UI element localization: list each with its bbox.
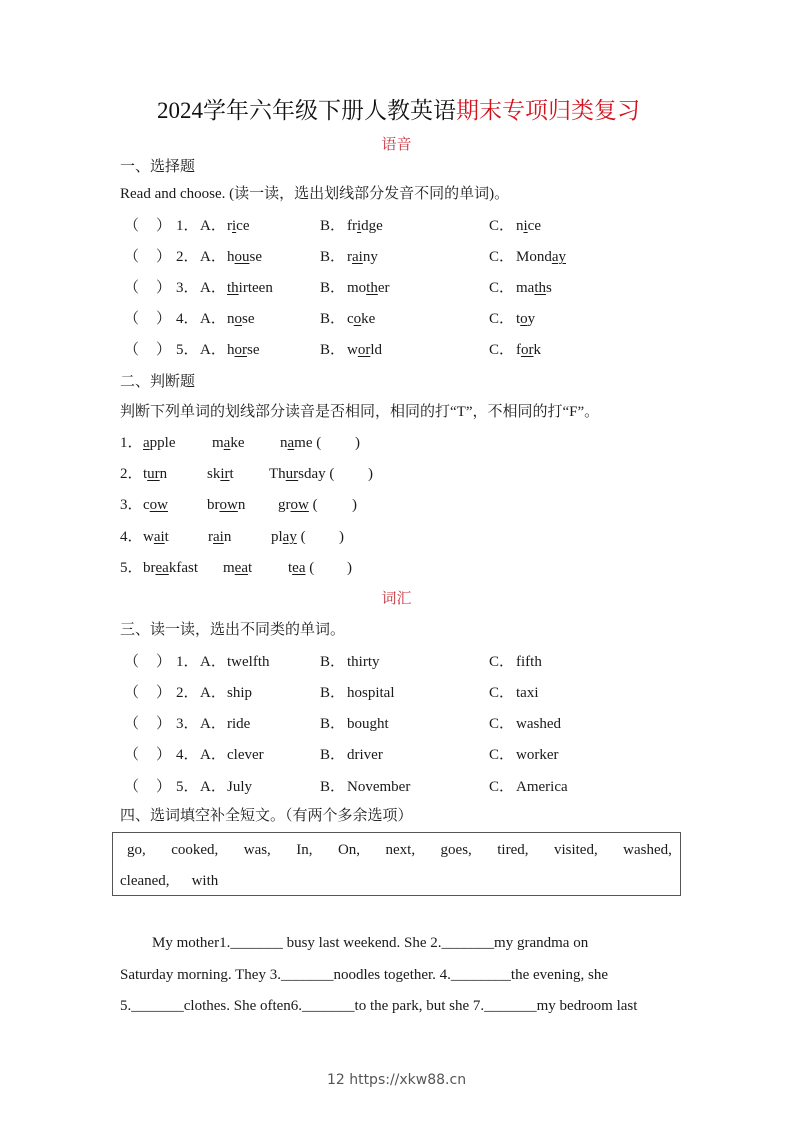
word-3 [269,464,334,484]
option-c-label: C． [489,342,515,358]
q3-item-5 [0,777,793,797]
item-number: 3． [120,497,143,513]
option-b-word [347,340,382,360]
word-1 [143,558,198,578]
option-b-word: driver [347,747,383,763]
underlined-part: a [287,435,295,451]
option-b-label: B． [320,280,346,296]
option-b-word: bought [347,716,389,732]
word-part: t [248,560,253,576]
word-part: t [516,311,521,327]
word-part: fr [347,218,357,234]
option-a-label: A． [200,654,226,670]
option-c-label: C． [489,654,515,670]
answer-paren-close: ) [339,529,344,545]
q1-item-2 [0,247,793,267]
word-part: n [223,529,232,545]
option-c-word: worker [516,747,559,763]
word-part: s [546,280,552,296]
section-label-vocabulary: 词汇 [381,591,412,607]
word-part: n [227,311,235,327]
word-part: r [227,218,232,234]
item-number: 3． [176,280,199,296]
word-bank-item: On, [337,842,361,858]
word-part: w [347,342,358,358]
word-part: se [242,311,255,327]
option-c-label: C． [489,716,515,732]
option-a-label: A． [200,249,226,265]
word-part: y [527,311,536,327]
option-c-word: America [516,779,568,795]
underlined-part: ea [155,560,169,576]
q2-item-1 [0,433,793,453]
option-b-word [347,247,378,267]
answer-paren-open: （ [124,747,140,763]
option-a-word [227,247,262,267]
answer-paren-open: （ [124,311,140,327]
word-bank-box [112,832,681,896]
word-bank-row-1 [127,840,672,860]
option-c-word: taxi [516,685,539,701]
option-b-label: B． [320,685,346,701]
item-number: 4． [120,529,143,545]
underlined-part: o [353,311,362,327]
answer-paren-close: ) [347,560,352,576]
underlined-part: th [534,280,546,296]
word-3 [271,527,306,547]
q3-item-2 [0,683,793,703]
passage-line-3: 5._______clothes. She often6._______to the park, but she 7._______my bedroom last [120,998,638,1014]
answer-paren-open: （ [124,218,140,234]
underlined-part: ur [147,466,160,482]
option-a-label: A． [200,716,226,732]
word-part: irteen [238,280,273,296]
option-a-label: A． [200,747,226,763]
underlined-part: ou [234,249,250,265]
q2-instruction: 判断下列单词的划线部分读音是否相同，相同的打“T”，不相同的打“F”。 [120,404,600,420]
item-number: 2． [176,685,199,701]
word-part: h [227,249,235,265]
word-part: pl [271,529,283,545]
word-part: Th [269,466,286,482]
item-number: 4． [176,747,199,763]
option-b-label: B． [320,654,346,670]
word-bank-item: In, [296,842,313,858]
word-part: ld [370,342,383,358]
word-part: f [516,342,521,358]
underlined-part: i [523,218,528,234]
option-b-word [347,216,383,236]
option-a-word: clever [227,747,264,763]
word-part: ce [527,218,541,234]
word-part: Mond [516,249,552,265]
word-part: t [288,560,293,576]
word-part: c [143,497,150,513]
word-part: dge [361,218,383,234]
option-c-label: C． [489,685,515,701]
option-a-label: A． [200,685,226,701]
option-b-label: B． [320,716,346,732]
underlined-part: i [357,218,362,234]
word-part: h [227,342,235,358]
underlined-part: ow [290,497,309,513]
answer-paren-open: ( [312,497,318,513]
word-part: n [159,466,168,482]
option-b-word: hospital [347,685,395,701]
answer-paren-open: （ [124,654,140,670]
passage-line-2: Saturday morning. They 3._______noodles together. 4.________the evening, she [120,967,608,983]
word-bank-row-2 [120,871,240,891]
option-a-label: A． [200,218,226,234]
answer-paren-close: ） [156,342,172,358]
underlined-part: ir [220,466,230,482]
word-1 [143,433,176,453]
word-part: t [143,466,148,482]
word-3 [280,433,321,453]
option-b-word [347,278,390,298]
item-number: 5． [176,342,199,358]
option-b-label: B． [320,747,346,763]
item-number: 4． [176,311,199,327]
answer-paren-close: ） [156,747,172,763]
option-b-word: November [347,779,411,795]
option-b-label: B． [320,218,346,234]
underlined-part: ay [551,249,567,265]
word-bank-item: cooked, [171,842,219,858]
answer-paren-close: ) [368,466,373,482]
item-number: 1． [176,218,199,234]
q2-item-5 [0,558,793,578]
answer-paren-close: ） [156,249,172,265]
option-b-label: B． [320,342,346,358]
option-c-word: washed [516,716,561,732]
page-footer: 12 https://xkw88.cn [326,1072,467,1088]
word-bank-item: goes, [440,842,472,858]
word-part: pple [149,435,176,451]
word-part: kfast [168,560,198,576]
option-b-word: thirty [347,654,380,670]
word-part: br [143,560,156,576]
answer-paren-close: ） [156,311,172,327]
q4-heading: 四、选词填空补全短文。（有两个多余选项） [120,808,413,824]
answer-paren-close: ） [156,716,172,732]
underlined-part: ow [149,497,169,513]
item-number: 1． [120,435,143,451]
word-bank-item: cleaned, [120,873,170,889]
option-c-label: C． [489,779,515,795]
word-1 [143,527,169,547]
answer-paren-open: （ [124,716,140,732]
word-part: sday [298,466,326,482]
q1-heading: 一、选择题 [120,159,196,175]
option-c-word [516,309,535,329]
underlined-part: ow [219,497,238,513]
word-part: m [212,435,224,451]
q3-item-3 [0,714,793,734]
q2-item-2 [0,464,793,484]
option-c-word [516,278,552,298]
underlined-part: or [357,342,371,358]
answer-paren-open: （ [124,280,140,296]
q1-item-3 [0,278,793,298]
option-a-label: A． [200,779,226,795]
answer-paren-close: ） [156,218,172,234]
word-part: gr [278,497,291,513]
option-a-word: ship [227,685,253,701]
option-c-word [516,216,541,236]
q3-heading: 三、读一读，选出不同类的单词。 [120,622,346,638]
item-number: 2． [120,466,143,482]
q1-item-4 [0,309,793,329]
option-c-label: C． [489,280,515,296]
word-part: ke [230,435,245,451]
underlined-part: ea [292,560,306,576]
word-part: w [143,529,154,545]
answer-paren-open: ( [329,466,335,482]
word-part: m [223,560,235,576]
option-a-label: A． [200,280,226,296]
option-c-word [516,340,541,360]
answer-paren-open: ( [309,560,315,576]
option-a-label: A． [200,342,226,358]
answer-paren-open: ( [300,529,306,545]
option-c-label: C． [489,747,515,763]
answer-paren-close: ） [156,685,172,701]
page-title [157,96,640,126]
word-part: se [247,342,260,358]
word-3 [278,495,318,515]
option-a-word [227,309,255,329]
passage-line-1: My mother1._______ busy last weekend. She 2._______my grandma on [152,935,589,951]
title-main: 2024学年六年级下册人教英语 [157,98,456,123]
option-c-label: C． [489,249,515,265]
q1-instruction: Read and choose. (读一读，选出划线部分发音不同的单词)。 [120,186,510,202]
word-part: k [533,342,541,358]
answer-paren-close: ） [156,779,172,795]
word-part: n [516,218,524,234]
underlined-part: a [223,435,231,451]
underlined-part: th [366,280,378,296]
word-bank-item: washed, [623,842,672,858]
underlined-part: ay [282,529,297,545]
item-number: 1． [176,654,199,670]
word-part: se [249,249,262,265]
title-highlight: 期末专项归类复习 [456,98,640,123]
option-b-word [347,309,375,329]
answer-paren-close: ） [156,654,172,670]
word-bank-item: with [191,873,219,889]
answer-paren-open: （ [124,685,140,701]
q2-item-3 [0,495,793,515]
word-2 [212,433,245,453]
underlined-part: a [143,435,150,451]
word-part: me [294,435,313,451]
q2-heading: 二、判断题 [120,374,196,390]
option-a-word: twelfth [227,654,270,670]
q2-item-4 [0,527,793,547]
option-a-word [227,340,260,360]
option-b-label: B． [320,311,346,327]
answer-paren-open: （ [124,779,140,795]
q1-item-5 [0,340,793,360]
word-part: r [347,249,352,265]
option-a-word [227,216,250,236]
word-part: r [208,529,213,545]
q1-item-1 [0,216,793,236]
option-c-label: C． [489,311,515,327]
word-part: c [347,311,354,327]
option-b-label: B． [320,779,346,795]
word-1 [143,464,167,484]
answer-paren-open: （ [124,342,140,358]
word-part: t [164,529,169,545]
answer-paren-close: ） [156,280,172,296]
word-part: ma [516,280,535,296]
underlined-part: ai [213,529,224,545]
q3-item-4 [0,745,793,765]
underlined-part: or [234,342,247,358]
option-b-label: B． [320,249,346,265]
option-c-label: C． [489,218,515,234]
option-c-word: fifth [516,654,542,670]
option-a-word: ride [227,716,251,732]
word-1 [143,495,168,515]
word-2 [207,464,234,484]
underlined-part: o [520,311,528,327]
option-c-word [516,247,566,267]
word-bank-item: go, [127,842,146,858]
item-number: 5． [176,779,199,795]
word-bank-item: visited, [553,842,598,858]
word-part: n [237,497,246,513]
word-bank-item: next, [385,842,416,858]
word-bank-item: tired, [497,842,529,858]
word-part: br [207,497,220,513]
underlined-part: ai [153,529,165,545]
word-part: n [280,435,288,451]
word-part: ce [236,218,250,234]
word-part: t [229,466,234,482]
word-2 [208,527,231,547]
word-part: er [377,280,390,296]
underlined-part: or [521,342,534,358]
answer-paren-open: （ [124,249,140,265]
word-2 [207,495,245,515]
section-label-phonics: 语音 [381,137,412,153]
word-part: sk [207,466,221,482]
word-part: mo [347,280,367,296]
word-3 [288,558,314,578]
item-number: 3． [176,716,199,732]
item-number: 2． [176,249,199,265]
underlined-part: ai [352,249,363,265]
option-a-word: July [227,779,253,795]
word-bank-item: was, [243,842,271,858]
underlined-part: ea [234,560,248,576]
underlined-part: i [232,218,237,234]
answer-paren-open: ( [316,435,322,451]
underlined-part: o [234,311,242,327]
item-number: 5． [120,560,143,576]
word-part: ke [361,311,376,327]
word-part: ny [362,249,378,265]
word-2 [223,558,252,578]
option-a-label: A． [200,311,226,327]
answer-paren-close: ) [352,497,357,513]
underlined-part: th [227,280,239,296]
q3-item-1 [0,652,793,672]
option-a-word [227,278,273,298]
underlined-part: ur [285,466,299,482]
answer-paren-close: ) [355,435,360,451]
